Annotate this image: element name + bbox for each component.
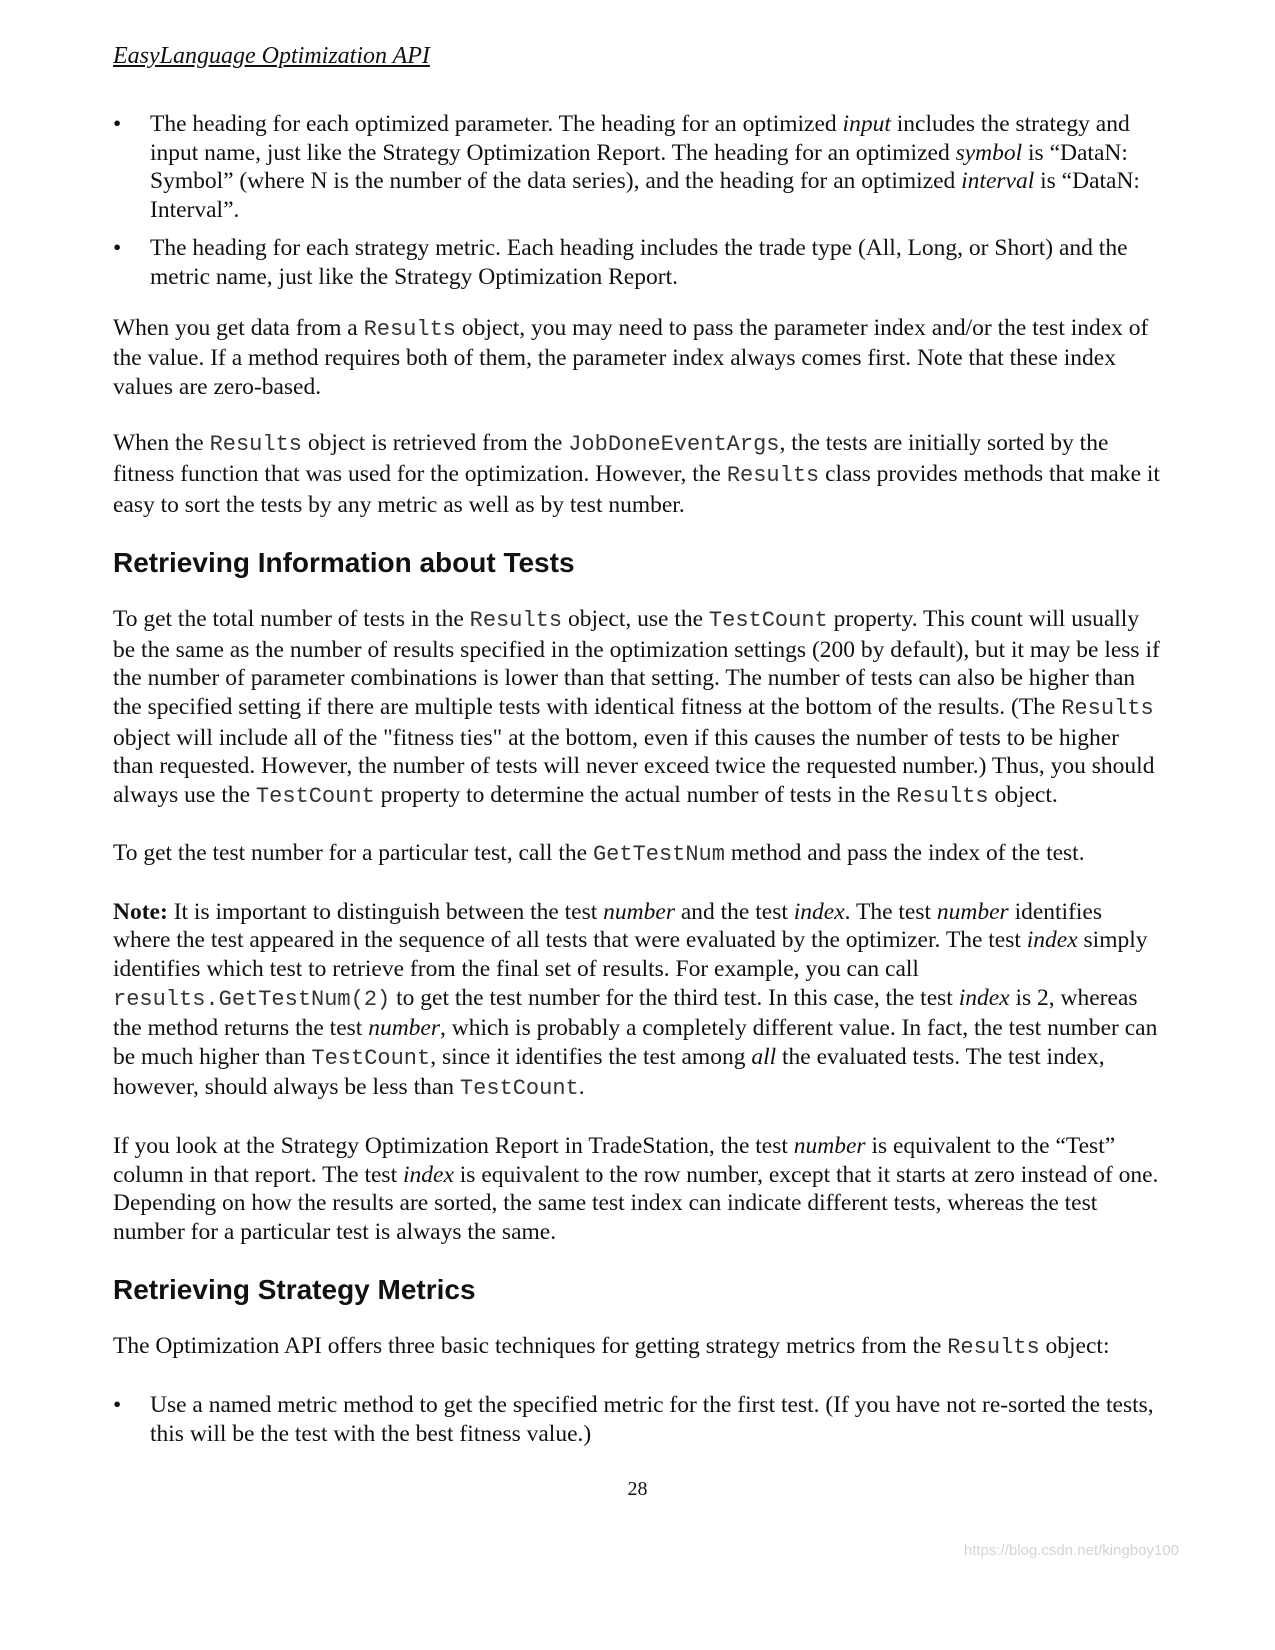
document-page [113,42,1163,1470]
paragraph-report: If you look at the Strategy Optimization Report in TradeStation, the test number is equivalent to the “Test” column in that report. The test index is equivalent to the row number, except that it starts at zero instead of one. Depending on how the results are sorted, the same test index can indicate different tests, whereas the test number for a particular test is always the same. [113,1133,1159,1245]
technique-list [113,1391,1163,1448]
paragraph-sorting: When the Results object is retrieved from the JobDoneEventArgs, the tests are initially sorted by the fitness function that was used for the optimization. However, the Results class provides methods that make it easy to sort the tests by any metric as well as by test number. [113,430,1160,518]
note-label: Note: [113,898,168,925]
parameter-heading-list [113,110,1163,292]
paragraph-note: Note: It is important to distinguish between the test number and the test index. The test number identifies where the test appeared in the sequence of all tests that were evaluated by the optimizer. The test index simply identifies which test to retrieve from the final set of results. For example, you can call results.GetTestNum(2) to get the test number for the third test. In this case, the test index is 2, whereas the method returns the test number, which is probably a completely different value. In fact, the test number can be much higher than TestCount, since it identifies the test among all the evaluated tests. The test index, however, should always be less than TestCount. [113,898,1158,1102]
bullet-glyph: • [113,1392,122,1418]
running-header: EasyLanguage Optimization API [113,43,430,69]
list-item: • The heading for each optimized parameter. The heading for an optimized input includes the strategy and input name, just like the Strategy Optimization Report. The heading for an optimized symbol is “DataN: Symbol” (where N is the number of the data series), and the heading for an optimized interval is “DataN: Interval”. [113,111,1140,223]
list-item: • The heading for each strategy metric. Each heading includes the trade type (All, Long, or Short) and the metric name, just like the Strategy Optimization Report. [113,235,1128,290]
bullet-glyph: • [113,111,122,137]
paragraph-test-count: To get the total number of tests in the Results object, use the TestCount property. This count will usually be the same as the number of results specified in the optimization settings (200 by default), but it may be less if the number of parameter combinations is lower than that setting. The number of tests can also be higher than the specified setting if there are multiple tests with identical fitness at the bottom of the results. (The Results object will include all of the "fitness ties" at the bottom, even if this causes the number of tests to be higher than requested. However, the number of tests will never exceed twice the requested number.) Thus, you should always use the TestCount property to determine the actual number of tests in the Results object. [113,606,1160,809]
paragraph-techniques: The Optimization API offers three basic techniques for getting strategy metrics from the Results object: [113,1333,1110,1361]
section-heading-metrics: Retrieving Strategy Metrics [113,1274,476,1306]
watermark: https://blog.csdn.net/kingboy100 [963,1542,1179,1559]
section-heading-tests: Retrieving Information about Tests [113,547,575,579]
paragraph-get-test-num: To get the test number for a particular test, call the GetTestNum method and pass the index of the test. [113,840,1085,868]
page-number: 28 [627,1478,648,1500]
list-item: • Use a named metric method to get the specified metric for the first test. (If you have not re-sorted the tests, this will be the test with the best fitness value.) [113,1392,1154,1447]
paragraph-index-values: When you get data from a Results object, you may need to pass the parameter index and/or the test index of the value. If a method requires both of them, the parameter index always comes first. Note that these index values are zero-based. [113,314,1149,400]
bullet-glyph: • [113,235,122,262]
